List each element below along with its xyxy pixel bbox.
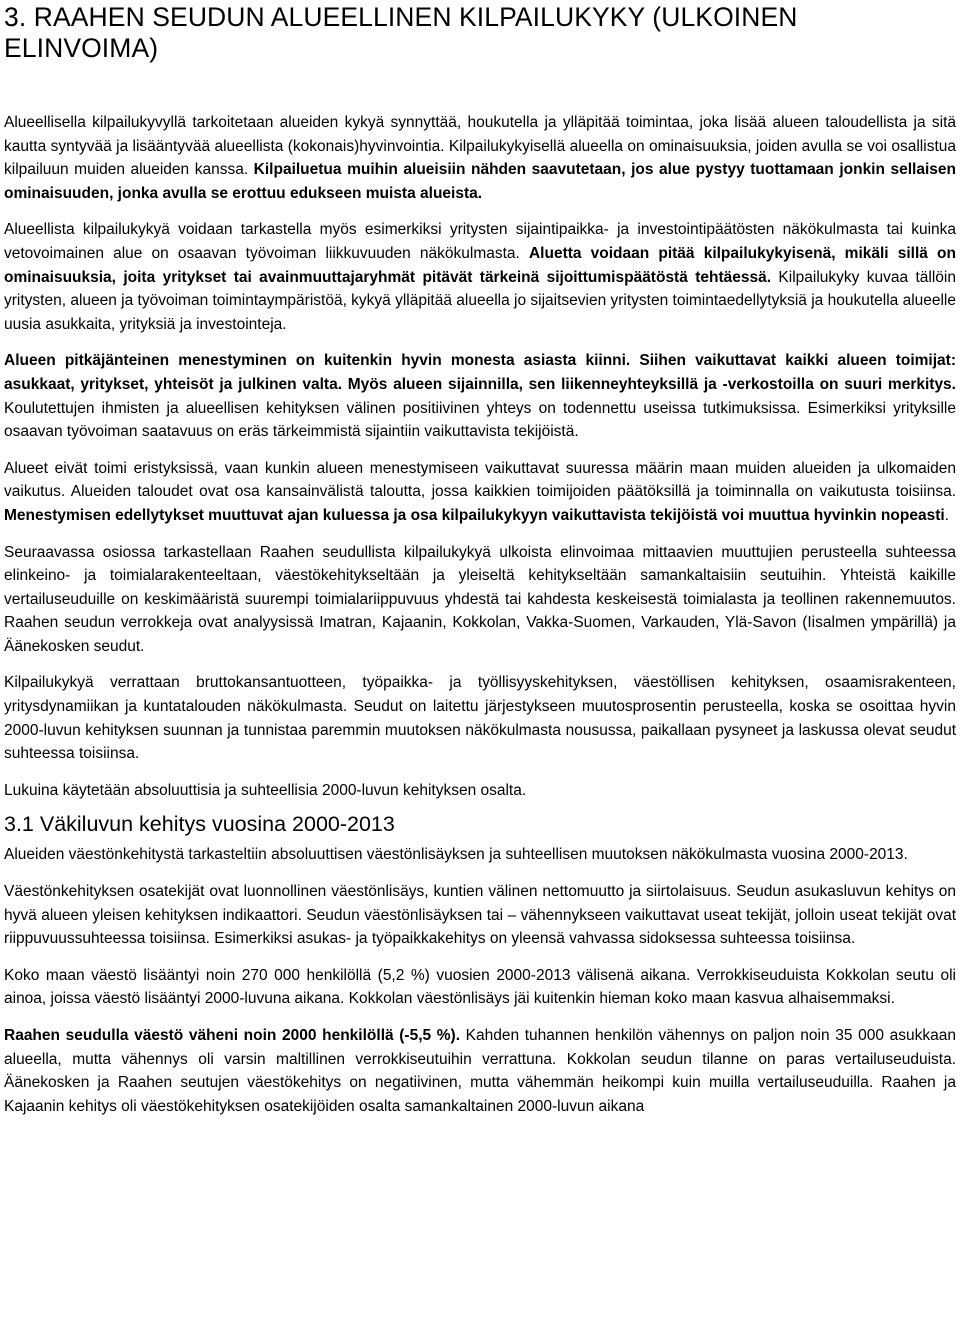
paragraph-success-bold: Alueen pitkäjänteinen menestyminen on kuitenkin hyvin monesta asiasta kiinni. Siihen vaikuttavat kaikki alueen toimijat: asukkaat, yritykset, yhteisöt ja julkinen valta. Myös alueen sijainnilla, sen liikenneyhteyksillä ja -verkostoilla on suuri merkitys.	[4, 352, 956, 393]
chapter-heading-text: 3. RAAHEN SEUDUN ALUEELLINEN KILPAILUKYKY (ULKOINEN ELINVOIMA)	[4, 2, 798, 63]
paragraph-figures-note: Lukuina käytetään absoluuttisia ja suhteellisia 2000-luvun kehityksen osalta.	[4, 781, 527, 799]
paragraph-decline-text: Kahden tuhannen henkilön vähennys on paljon noin 35 000 asukkaan alueella, mutta vähennys oli varsin maltillinen verrokkiseutuihin verrattuna. Kokkolan seudun tilanne on paras vertailuseuduista. Äänekosken ja Raahen seutujen väestökehitys on negatiivinen, mutta vähemmän heikompi kuin muilla vertailuseuduilla. Raahen ja Kajaanin kehitys oli väestökehityksen osatekijöiden osalta samankaltainen 2000-luvun aikana	[4, 1027, 956, 1115]
paragraph-intro	[4, 111, 956, 205]
chapter-heading	[4, 0, 956, 64]
paragraph-regions-interaction	[4, 457, 956, 528]
paragraph-regional-bold: Aluetta voidaan pitää kilpailukykyisenä, mikäli sillä on ominaisuuksia, joita yritykset tai avainmuuttajaryhmät pitävät tärkeinä sijoittumispäätöstä tehtäessä.	[4, 244, 956, 286]
paragraph-raahe-decline	[4, 1024, 956, 1118]
paragraph-long-term-success	[4, 349, 956, 443]
paragraph-population-intro: Alueiden väestönkehitystä tarkasteltiin absoluuttisen väestönlisäyksen ja suhteellisen muutoksen näkökulmasta vuosina 2000-2013.	[4, 846, 908, 864]
paragraph-population-components: Väestönkehityksen osatekijät ovat luonnollinen väestönlisäys, kuntien välinen nettomuutto ja siirtolaisuus. Seudun asukasluvun kehitys on hyvä alueen yleisen kehityksen indikaattori. Seudun väestönlisäyksen tai – vähennykseen vaikuttavat useat tekijät, jolloin useat tekijät ovat riippuvuussuhteessa toisiinsa. Esimerkiksi asukas- ja työpaikkakehitys on yleensä vahvassa sidoksessa suhteessa toisiinsa.	[4, 883, 956, 948]
paragraph-regional-text-2: Kilpailukyky kuvaa tällöin yritysten, alueen ja työvoiman toimintaympäristöä, kykyä ylläpitää alueella jo sijaitsevien yritysten toimintaedellytyksiä ja houkutella alueelle uusia asukkaita, yrityksiä ja investointeja.	[4, 268, 957, 333]
paragraph-national-growth: Koko maan väestö lisääntyi noin 270 000 henkilöllä (5,2 %) vuosien 2000-2013 välisenä aikana. Verrokkiseuduista Kokkolan seutu oli ainoa, joissa väestö lisääntyi 2000-luvuna aikana. Kokkolan väestönlisäys jäi kuitenkin hieman koko maan kasvua alhaisemmaksi.	[4, 966, 956, 1008]
paragraph-decline-bold: Raahen seudulla väestö väheni noin 2000 henkilöllä (-5,5 %).	[4, 1027, 461, 1044]
paragraph-success-text: Koulutettujen ihmisten ja alueellisen kehityksen välinen positiivinen yhteys on todennettu useissa tutkimuksissa. Esimerkiksi yrityksille osaavan työvoiman saatavuus on eräs tärkeimmistä sijaintiin vaikuttavista tekijöistä.	[4, 399, 956, 441]
paragraph-intro-bold: Kilpailuetua muihin alueisiin nähden saavutetaan, jos alue pystyy tuottamaan jonkin sellaisen ominaisuuden, jonka avulla se erottuu edukseen muista alueista.	[4, 161, 956, 202]
document-page	[4, 0, 956, 1118]
paragraph-regional-text-1: Alueellista kilpailukykyä voidaan tarkastella myös esimerkiksi yritysten sijaintipaikka- ja investointipäätösten näkökulmasta tai kuinka vetovoimainen alue on osaavan työvoiman liikkuvuuden näkökulmasta.	[4, 221, 956, 262]
paragraph-comparison-regions: Seuraavassa osiossa tarkastellaan Raahen seudullista kilpailukykyä ulkoista elinvoimaa mittaavien muuttujien perusteella suhteessa elinkeino- ja toimialarakenteeltaan, väestökehitykseltään ja yleiseltä kehitykseltään samankaltaisiin seutuihin. Yhteistä kaikille vertailuseuduille on keskimääristä suurempi toimialariippuvuus yhdestä tai kahdesta keskeisestä toimialasta ja teollinen rakennemuutos. Raahen seudun verrokkeja ovat analyysissä Imatran, Kajaanin, Kokkolan, Vakka-Suomen, Varkauden, Ylä-Savon (Iisalmen ympärillä) ja Äänekosken seudut.	[4, 543, 956, 655]
paragraph-competitiveness-measures: Kilpailukykyä verrattaan bruttokansantuotteen, työpaikka- ja työllisyyskehityksen, väestöllisen kehityksen, osaamisrakenteen, yritysdynamiikan ja kuntatalouden näkökulmasta. Seudut on laitettu järjestykseen muutosprosentin perusteella, koska se osoittaa hyvin 2000-luvun kehityksen suunnan ja tunnistaa paremmin muutoksen näkökulmasta nousussa, paikallaan pysyneet ja laskussa olevat seudut suhteessa toisiinsa.	[4, 674, 956, 763]
section-heading: 3.1 Väkiluvun kehitys vuosina 2000-2013	[4, 812, 395, 837]
paragraph-interaction-text-1: Alueet eivät toimi eristyksissä, vaan kunkin alueen menestymiseen vaikuttavat suuressa määrin maan muiden alueiden ja ulkomaiden vaikutus. Alueiden taloudet ovat osa kansainvälistä taloutta, jossa kaikkien toimijoiden päätöksillä ja toiminnalla on vaikutusta toisiinsa.	[4, 459, 956, 501]
paragraph-regional-competitiveness	[4, 218, 956, 336]
paragraph-intro-text: Alueellisella kilpailukyvyllä tarkoitetaan alueiden kykyä synnyttää, houkutella ja ylläpitää toimintaa, joka lisää alueen taloudellista ja sitä kautta syntyvää ja lisääntyvää alueellista (kokonais)hyvinvointia. Kilpailukykyisellä alueella on ominaisuuksia, joiden avulla se voi osallistua kilpailuun muiden alueiden kanssa.	[4, 114, 956, 179]
paragraph-interaction-text-2: .	[944, 506, 949, 524]
paragraph-interaction-bold: Menestymisen edellytykset muuttuvat ajan kuluessa ja osa kilpailukykyyn vaikuttavista tekijöistä voi muuttua hyvinkin nopeasti	[4, 506, 945, 524]
